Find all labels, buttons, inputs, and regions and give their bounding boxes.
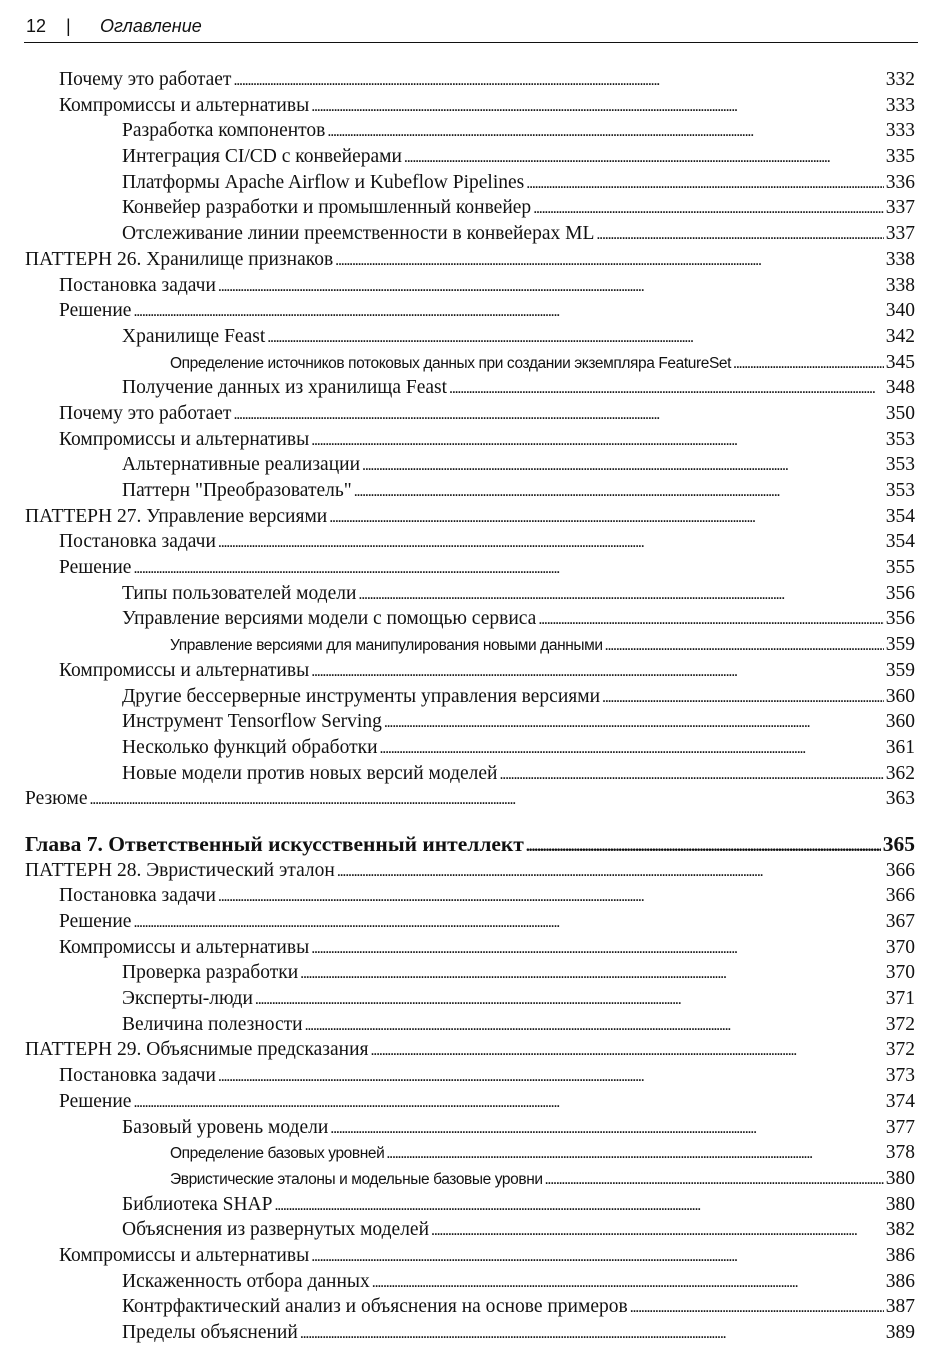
toc-entry[interactable]: [25, 273, 915, 299]
entry-page: 345: [885, 351, 915, 373]
dot-leader: [311, 658, 884, 685]
entry-title: Резюме: [25, 788, 88, 810]
dot-leader: [596, 221, 883, 248]
dot-leader: [431, 1217, 884, 1244]
entry-title: ПАТТЕРН 28. Эвристический эталон: [25, 859, 335, 881]
toc-entry[interactable]: [25, 761, 915, 787]
toc-entry[interactable]: [25, 324, 915, 350]
toc-entry[interactable]: [25, 93, 915, 119]
entry-page: 387: [885, 1296, 915, 1318]
dot-leader: [267, 324, 884, 351]
entry-title: ПАТТЕРН 27. Управление версиями: [25, 505, 328, 527]
toc-entry[interactable]: [25, 709, 915, 735]
entry-title: Компромиссы и альтернативы: [59, 94, 310, 116]
entry-title: Объяснения из развернутых моделей: [122, 1219, 430, 1241]
toc-entry[interactable]: [25, 298, 915, 324]
entry-title: Компромиссы и альтернативы: [59, 428, 310, 450]
toc-entry[interactable]: [25, 195, 915, 221]
dot-leader: [305, 1012, 884, 1039]
entry-title: Решение: [59, 557, 132, 579]
page-number: 12: [26, 16, 47, 36]
dot-leader: [218, 529, 884, 556]
entry-page: 373: [885, 1065, 915, 1087]
entry-page: 353: [885, 428, 915, 450]
dot-leader: [362, 452, 884, 479]
dot-leader: [358, 581, 883, 608]
dot-leader: [545, 1166, 884, 1193]
header-rule: [24, 42, 918, 43]
dot-leader: [311, 1243, 884, 1270]
dot-leader: [380, 735, 884, 762]
entry-page: 372: [885, 1039, 915, 1061]
toc-entry[interactable]: [25, 684, 915, 710]
entry-page: 371: [885, 988, 915, 1010]
dot-leader: [133, 298, 883, 325]
entry-page: 348: [885, 377, 915, 399]
dot-leader: [133, 1089, 883, 1116]
dot-leader: [329, 504, 884, 531]
toc-entry[interactable]: [25, 858, 915, 884]
header-title: Оглавление: [100, 16, 202, 36]
entry-title: Управление версиями модели с помощью сервиса: [122, 608, 537, 630]
entry-page: 354: [885, 531, 915, 553]
toc-entry[interactable]: [25, 529, 915, 555]
toc-entry[interactable]: [25, 1243, 915, 1269]
toc-entry[interactable]: [25, 986, 915, 1012]
entry-title: Базовый уровень модели: [122, 1116, 329, 1138]
dot-leader: [133, 909, 883, 936]
toc-entry[interactable]: [25, 1115, 915, 1141]
toc-entry[interactable]: [25, 555, 915, 581]
dot-leader: [90, 786, 884, 813]
entry-title: Конвейер разработки и промышленный конвейер: [122, 197, 532, 219]
entry-page: 337: [885, 197, 915, 219]
toc-entry[interactable]: [25, 170, 915, 196]
dot-leader: [733, 350, 884, 377]
entry-title: Компромиссы и альтернативы: [59, 659, 310, 681]
entry-title: Решение: [59, 300, 132, 322]
entry-page: 365: [882, 831, 915, 856]
toc-entry[interactable]: [25, 401, 915, 427]
entry-title: Получение данных из хранилища Feast: [122, 377, 448, 399]
dot-leader: [384, 709, 884, 736]
entry-title: Определение источников потоковых данных при создании экземпляра FeatureSet: [170, 354, 732, 372]
entry-title: Величина полезности: [122, 1013, 303, 1035]
entry-title: Постановка задачи: [59, 1065, 216, 1087]
entry-page: 350: [885, 402, 915, 424]
entry-page: 362: [885, 762, 915, 784]
entry-page: 359: [885, 634, 915, 656]
entry-page: 333: [885, 120, 915, 142]
dot-leader: [630, 1294, 884, 1321]
dot-leader: [218, 883, 884, 910]
entry-title: Платформы Apache Airflow и Kubeflow Pipelines: [122, 171, 525, 193]
entry-page: 337: [885, 223, 915, 245]
toc-entry[interactable]: [25, 1192, 915, 1218]
dot-leader: [311, 427, 884, 454]
entry-page: 360: [885, 711, 915, 733]
toc-entry[interactable]: [25, 350, 915, 376]
entry-page: 380: [885, 1167, 915, 1189]
entry-page: 367: [885, 911, 915, 932]
toc-entry[interactable]: [25, 1089, 915, 1115]
entry-page: 335: [885, 146, 915, 168]
entry-title: Пределы объяснений: [122, 1322, 298, 1343]
toc-entry[interactable]: [25, 1269, 915, 1295]
dot-leader: [327, 118, 883, 145]
entry-title: Типы пользователей модели: [122, 582, 357, 604]
entry-title: ПАТТЕРН 26. Хранилище признаков: [25, 248, 334, 270]
toc-entry[interactable]: [25, 427, 915, 453]
toc-entry[interactable]: [25, 452, 915, 478]
entry-page: 372: [885, 1013, 915, 1035]
entry-title: Отслеживание линии преемственности в конвейерах ML: [122, 223, 595, 245]
entry-page: 336: [885, 171, 915, 193]
entry-page: 353: [885, 480, 915, 501]
dot-leader: [311, 935, 884, 962]
toc-entry[interactable]: [25, 883, 915, 909]
entry-page: 389: [885, 1322, 915, 1343]
entry-page: 382: [885, 1219, 915, 1241]
dot-leader: [133, 555, 883, 582]
entry-title: Искаженность отбора данных: [122, 1270, 370, 1292]
dot-leader: [386, 1140, 883, 1167]
entry-page: 366: [885, 859, 915, 881]
table-of-contents: [25, 67, 915, 1346]
dot-leader: [300, 1320, 884, 1347]
entry-page: 355: [885, 557, 915, 579]
toc-entry[interactable]: [25, 1294, 915, 1320]
toc-entry[interactable]: [25, 960, 915, 986]
dot-leader: [311, 93, 884, 120]
dot-leader: [605, 632, 884, 659]
toc-entry[interactable]: [25, 786, 915, 812]
toc-entry[interactable]: [25, 1217, 915, 1243]
toc-entry[interactable]: [25, 581, 915, 607]
toc-entry[interactable]: [25, 247, 915, 273]
dot-leader: [526, 170, 883, 197]
dot-leader: [371, 1037, 884, 1064]
toc-entry[interactable]: [25, 632, 915, 658]
entry-title: Библиотека SHAP: [122, 1193, 273, 1215]
toc-chapter-entry[interactable]: [25, 832, 915, 858]
entry-page: 340: [885, 300, 915, 322]
entry-page: 356: [885, 608, 915, 630]
entry-page: 360: [885, 685, 915, 707]
entry-title: Решение: [59, 911, 132, 932]
entry-page: 370: [885, 936, 915, 958]
entry-page: 332: [885, 69, 915, 90]
entry-title: Другие бессерверные инструменты управления версиями: [122, 685, 601, 707]
entry-title: Постановка задачи: [59, 274, 216, 296]
toc-entry[interactable]: [25, 1166, 915, 1192]
dot-leader: [538, 606, 883, 633]
entry-page: 359: [885, 659, 915, 681]
dot-leader: [274, 1192, 883, 1219]
entry-title: Интеграция CI/CD с конвейерами: [122, 146, 402, 168]
entry-title: Разработка компонентов: [122, 120, 326, 142]
toc-entry[interactable]: [25, 504, 915, 530]
toc-entry[interactable]: [25, 67, 915, 93]
toc-entry[interactable]: [25, 1037, 915, 1063]
toc-entry[interactable]: [25, 935, 915, 961]
entry-title: Эксперты-люди: [122, 988, 253, 1010]
entry-title: Контрфактический анализ и объяснения на основе примеров: [122, 1296, 628, 1318]
entry-title: Проверка разработки: [122, 962, 299, 984]
entry-title: Альтернативные реализации: [122, 454, 361, 476]
entry-title: Несколько функций обработки: [122, 736, 378, 758]
toc-entry[interactable]: [25, 1140, 915, 1166]
toc-entry[interactable]: [25, 144, 915, 170]
entry-page: 380: [885, 1193, 915, 1215]
entry-page: 333: [885, 94, 915, 116]
toc-entry[interactable]: [25, 735, 915, 761]
toc-entry[interactable]: [25, 1012, 915, 1038]
dot-leader: [533, 195, 884, 222]
toc-entry[interactable]: [25, 909, 915, 935]
entry-title: Определение базовых уровней: [170, 1145, 385, 1163]
entry-title: Постановка задачи: [59, 885, 216, 907]
entry-page: 354: [885, 505, 915, 527]
toc-entry[interactable]: [25, 221, 915, 247]
entry-page: 353: [885, 454, 915, 476]
dot-leader: [499, 761, 883, 788]
dot-leader: [300, 960, 884, 987]
entry-title: Управление версиями для манипулирования новыми данными: [170, 637, 603, 655]
dot-leader: [233, 401, 883, 428]
toc-entry[interactable]: [25, 658, 915, 684]
toc-entry[interactable]: [25, 375, 915, 401]
entry-title: Паттерн "Преобразователь": [122, 480, 352, 501]
entry-page: 338: [885, 274, 915, 296]
entry-title: ПАТТЕРН 29. Объяснимые предсказания: [25, 1039, 369, 1061]
dot-leader: [218, 1063, 884, 1090]
entry-title: Новые модели против новых версий моделей: [122, 762, 498, 784]
dot-leader: [372, 1269, 884, 1296]
dot-leader: [404, 144, 884, 171]
entry-title: Хранилище Feast: [122, 325, 266, 347]
running-header: [26, 16, 202, 37]
entry-page: 363: [885, 788, 915, 810]
dot-leader: [602, 684, 884, 711]
dot-leader: [255, 986, 884, 1013]
entry-page: 366: [885, 885, 915, 907]
dot-leader: [335, 247, 884, 274]
entry-page: 361: [885, 736, 915, 758]
header-separator: |: [66, 16, 71, 36]
entry-title: Эвристические эталоны и модельные базовые уровни: [170, 1170, 543, 1188]
entry-page: 356: [885, 582, 915, 604]
entry-title: Постановка задачи: [59, 531, 216, 553]
dot-leader: [354, 478, 884, 505]
dot-leader: [233, 67, 883, 94]
entry-page: 370: [885, 962, 915, 984]
toc-entry[interactable]: [25, 478, 915, 504]
entry-page: 374: [885, 1090, 915, 1112]
entry-page: 342: [885, 325, 915, 347]
dot-leader: [526, 832, 881, 860]
entry-title: Почему это работает: [59, 402, 232, 424]
entry-page: 386: [885, 1270, 915, 1292]
dot-leader: [218, 273, 884, 300]
entry-title: Решение: [59, 1090, 132, 1112]
entry-page: 338: [885, 248, 915, 270]
entry-page: 378: [885, 1142, 915, 1164]
entry-title: Компромиссы и альтернативы: [59, 936, 310, 958]
toc-entry[interactable]: [25, 1063, 915, 1089]
entry-title: Глава 7. Ответственный искусственный интеллект: [25, 831, 524, 856]
entry-title: Инструмент Tensorflow Serving: [122, 711, 382, 733]
toc-entry[interactable]: [25, 606, 915, 632]
dot-leader: [330, 1115, 883, 1142]
dot-leader: [337, 858, 884, 885]
entry-title: Компромиссы и альтернативы: [59, 1244, 310, 1266]
dot-leader: [449, 375, 884, 402]
toc-entry[interactable]: [25, 118, 915, 144]
toc-entry[interactable]: [25, 1320, 915, 1346]
entry-page: 377: [885, 1116, 915, 1138]
entry-page: 386: [885, 1244, 915, 1266]
entry-title: Почему это работает: [59, 69, 232, 90]
